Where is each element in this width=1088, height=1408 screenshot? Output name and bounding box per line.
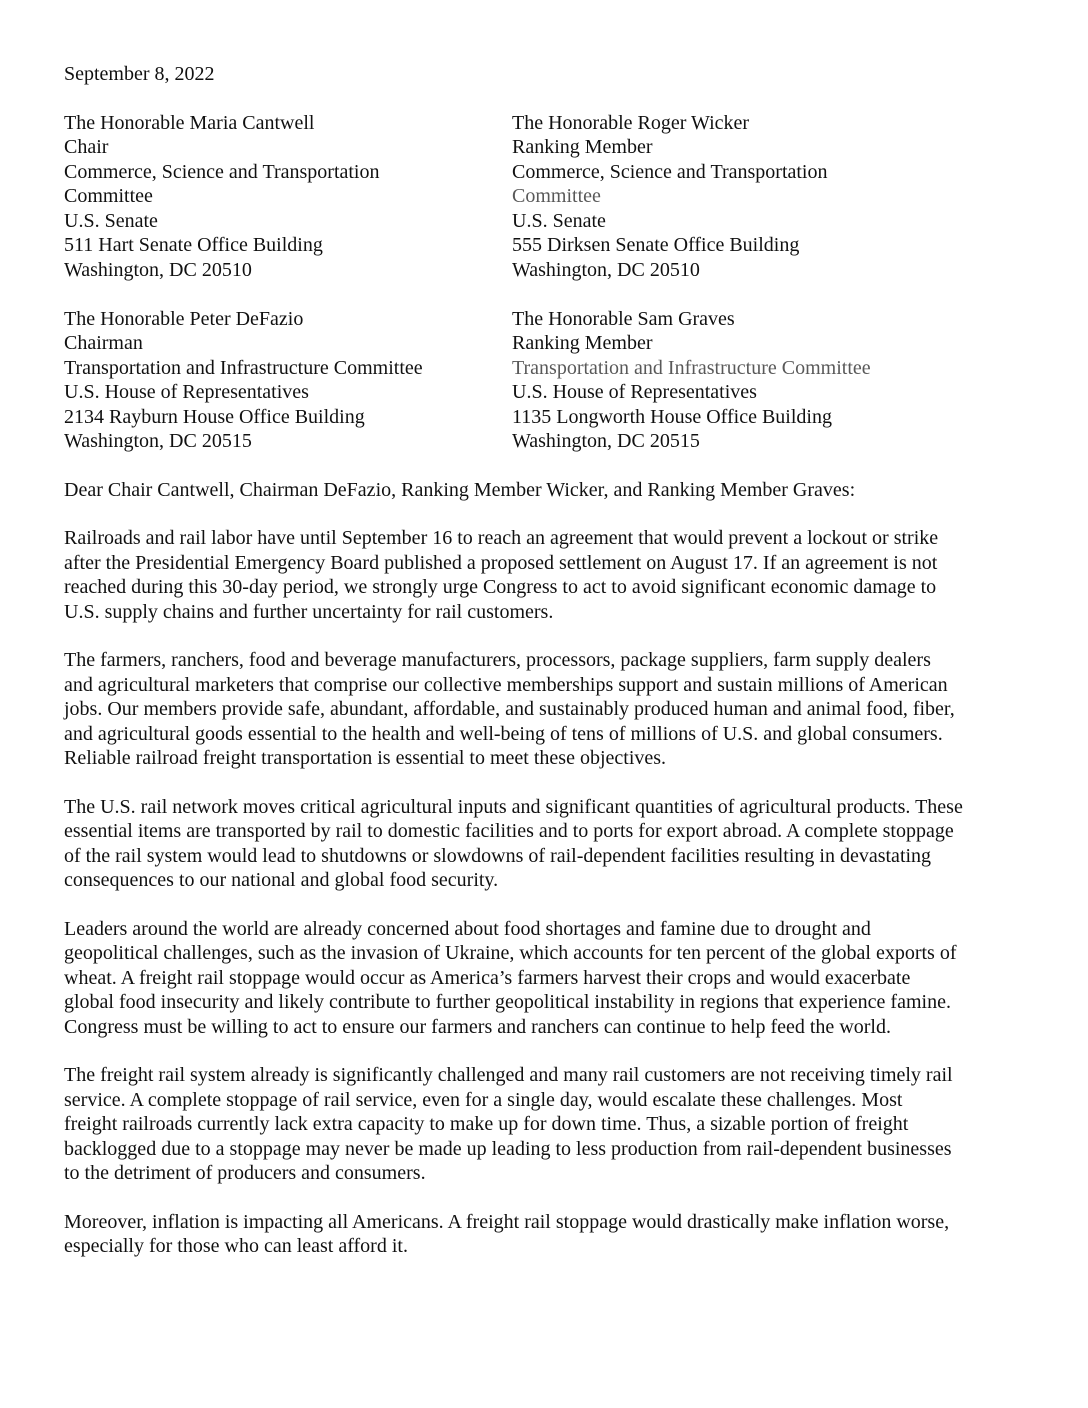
addressee-line: Ranking Member (512, 332, 653, 354)
paragraph-line: of the rail system would lead to shutdowns or slowdowns of rail-dependent facilities resulting in devastating (64, 844, 932, 867)
paragraph-line: The freight rail system already is significantly challenged and many rail customers are not receiving timely rail (64, 1064, 953, 1086)
paragraph-2 (64, 648, 1030, 771)
addressee-line: 1135 Longworth House Office Building (512, 405, 832, 428)
letter-page (64, 62, 1030, 1283)
paragraph-4 (64, 917, 1030, 1040)
addressee-line: U.S. Senate (64, 209, 158, 232)
paragraph-line: global food insecurity and likely contribute to further geopolitical instability in regions that experience famine. (64, 991, 951, 1013)
paragraph-line: Reliable railroad freight transportation is essential to meet these objectives. (64, 747, 667, 769)
paragraph-line: and agricultural marketers that comprise our collective memberships support and sustain millions of American (64, 673, 948, 696)
addressee-line: 2134 Rayburn House Office Building (64, 405, 365, 428)
addressee-line: Transportation and Infrastructure Committee (512, 356, 871, 379)
paragraph-line: U.S. supply chains and further uncertainty for rail customers. (64, 600, 554, 623)
addressee-line: U.S. House of Representatives (64, 381, 309, 403)
addressee-line: U.S. Senate (512, 209, 606, 232)
paragraph-line: backlogged due to a stoppage may never be made up leading to less production from rail-dependent businesses (64, 1137, 952, 1160)
paragraph-line: The U.S. rail network moves critical agricultural inputs and significant quantities of agricultural products. These (64, 795, 963, 818)
paragraph-6 (64, 1210, 1030, 1259)
paragraph-line: geopolitical challenges, such as the invasion of Ukraine, which accounts for ten percent of the global exports of (64, 942, 957, 964)
addressee-line: The Honorable Sam Graves (512, 307, 735, 330)
addressee-line: 555 Dirksen Senate Office Building (512, 234, 800, 256)
addressee-line: Committee (64, 185, 153, 207)
paragraph-line: especially for those who can least afford it. (64, 1235, 408, 1257)
addressee-defazio (64, 307, 512, 454)
addressee-line: Committee (512, 185, 601, 207)
addressee-line: Commerce, Science and Transportation (64, 160, 380, 183)
paragraph-5 (64, 1063, 1030, 1186)
paragraph-line: jobs. Our members provide safe, abundant, affordable, and sustainably produced human and animal food, fiber, (64, 698, 955, 720)
addressee-line: Transportation and Infrastructure Committee (64, 356, 423, 379)
salutation: Dear Chair Cantwell, Chairman DeFazio, Ranking Member Wicker, and Ranking Member Graves: (64, 478, 856, 501)
addressee-graves (512, 307, 966, 454)
addressee-line: Washington, DC 20515 (512, 430, 700, 452)
paragraph-1 (64, 526, 1030, 624)
addressee-line: The Honorable Roger Wicker (512, 111, 750, 134)
paragraph-line: and agricultural goods essential to the health and well-being of tens of millions of U.S. and global consumers. (64, 722, 943, 745)
letter-date: September 8, 2022 (64, 63, 215, 85)
addressee-line: The Honorable Maria Cantwell (64, 111, 315, 134)
paragraph-line: Congress must be willing to act to ensure our farmers and ranchers can continue to help feed the world. (64, 1015, 891, 1038)
paragraph-3 (64, 795, 1030, 893)
addressee-line: The Honorable Peter DeFazio (64, 307, 304, 330)
paragraph-line: consequences to our national and global food security. (64, 869, 499, 891)
addressee-line: Chairman (64, 332, 143, 354)
paragraph-line: to the detriment of producers and consumers. (64, 1162, 426, 1184)
addressee-line: Washington, DC 20515 (64, 430, 252, 452)
addressee-grid (64, 111, 1030, 454)
paragraph-line: wheat. A freight rail stoppage would occur as America’s farmers harvest their crops and would exacerbate (64, 966, 911, 989)
addressee-line: Commerce, Science and Transportation (512, 160, 828, 183)
paragraph-line: The farmers, ranchers, food and beverage manufacturers, processors, package suppliers, farm supply dealers (64, 649, 931, 671)
paragraph-line: Moreover, inflation is impacting all Americans. A freight rail stoppage would drastically make inflation worse, (64, 1210, 950, 1233)
addressee-line: U.S. House of Representatives (512, 381, 757, 403)
paragraph-line: reached during this 30-day period, we strongly urge Congress to act to avoid significant economic damage to (64, 576, 937, 598)
addressee-line: 511 Hart Senate Office Building (64, 234, 323, 256)
paragraph-line: Railroads and rail labor have until September 16 to reach an agreement that would prevent a lockout or strike (64, 527, 939, 549)
paragraph-line: after the Presidential Emergency Board published a proposed settlement on August 17. If an agreement is not (64, 551, 938, 574)
addressee-line: Washington, DC 20510 (512, 258, 700, 281)
addressee-line: Washington, DC 20510 (64, 258, 252, 281)
addressee-line: Chair (64, 136, 109, 158)
addressee-cantwell (64, 111, 512, 283)
paragraph-line: Leaders around the world are already concerned about food shortages and famine due to drought and (64, 917, 871, 940)
addressee-wicker (512, 111, 966, 283)
paragraph-line: service. A complete stoppage of rail service, even for a single day, would escalate these challenges. Most (64, 1088, 903, 1111)
paragraph-line: freight railroads currently lack extra capacity to make up for down time. Thus, a sizable portion of freight (64, 1113, 909, 1135)
addressee-line: Ranking Member (512, 136, 653, 158)
paragraph-line: essential items are transported by rail to domestic facilities and to ports for export abroad. A complete stoppage (64, 820, 954, 842)
